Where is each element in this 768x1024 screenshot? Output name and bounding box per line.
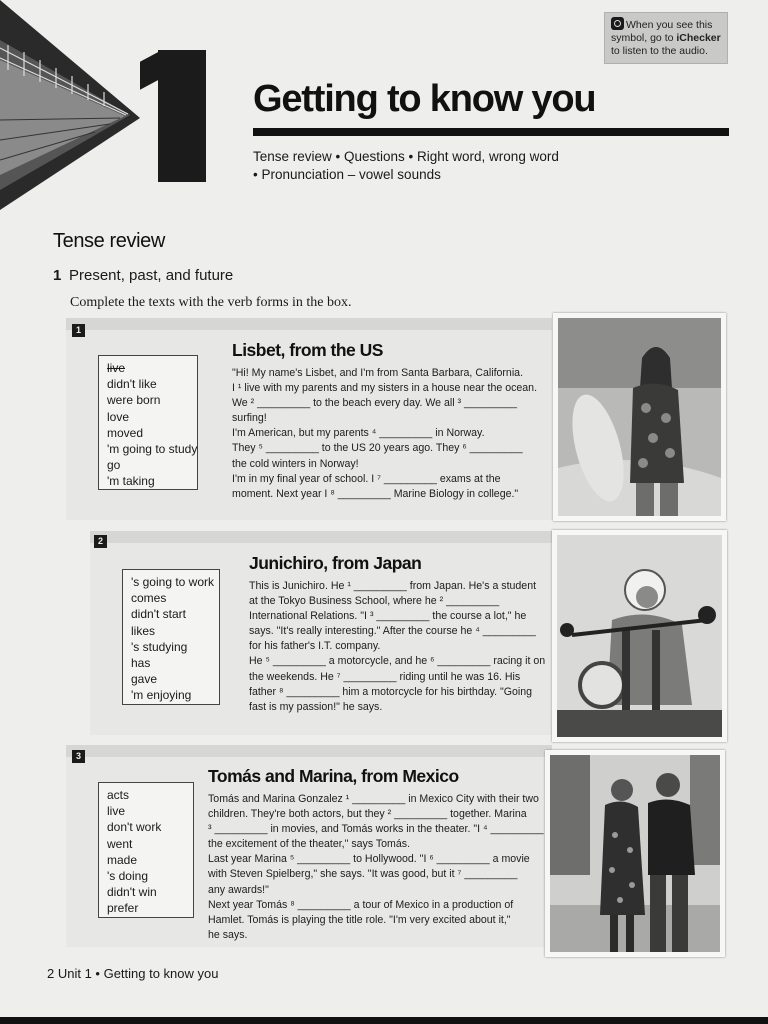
word-item: didn't start — [131, 607, 186, 622]
ichecker-note: When you see this symbol, go to iChecker to listen to the audio. — [604, 12, 728, 64]
word-item: likes — [131, 623, 156, 638]
word-item: 'm going to study — [107, 442, 198, 457]
unit-topics-line2: • Pronunciation – vowel sounds — [253, 167, 441, 182]
word-item: love — [107, 409, 130, 424]
exercise-number: 1 — [53, 267, 62, 284]
panel-3-text: Tomás and Marina Gonzalez ¹ _________ in Mexico City with their two children. They're both actors, but they ² _________ together. Marina ³ _________ in movies, and Tomás works in the theater. "I ⁴ _________ the excitement of the theater," says Tomás. Last year Marina ⁵ _________ to Hollywood. "I ⁶ _________ a movie with Steven Spielberg," she says. "It was good, but it ⁷ _________ any awards!" Next year Tomás ⁸ _________ a tour of Mexico in a production of Hamlet. Tomás is playing the title role. "I'm very excited about it," he says. — [208, 793, 544, 941]
word-item: 'm enjoying — [131, 688, 192, 703]
panel-2-title: Junichiro, from Japan — [249, 553, 422, 573]
word-item: prefer — [107, 901, 139, 916]
word-item: comes — [131, 591, 167, 606]
word-item: has — [131, 656, 151, 671]
word-item: 'm taking — [107, 474, 155, 489]
panel-2-band — [90, 531, 552, 543]
exercise-instruction: Complete the texts with the verb forms in the box. — [70, 295, 352, 310]
motorcycle-photo — [552, 530, 727, 742]
unit-number-graphic — [158, 50, 206, 182]
panel-1-number: 1 — [72, 324, 85, 337]
panel-2-number: 2 — [94, 535, 107, 548]
word-item: made — [107, 852, 138, 867]
panel-3-title: Tomás and Marina, from Mexico — [208, 766, 459, 786]
panel-3-band — [66, 745, 552, 757]
word-item: were born — [107, 393, 161, 408]
panel-1-text: "Hi! My name's Lisbet, and I'm from Santa Barbara, California. I ¹ live with my parents and my sisters in a house near the ocean. We ² _________ to the beach every day. We all ³ _________ surfing! I'm American, but my parents ⁴ _________ in Norway. They ⁵ _________ to the US 20 years ago. They ⁶ _________ the cold winters in Norway! I'm in my final year of school. I ⁷ _________ exams at the moment. Next year I ⁸ _________ Marine Biology in college." — [232, 367, 538, 500]
word-item: gave — [131, 672, 158, 687]
exercise-title: Present, past, and future — [69, 267, 234, 284]
couple-photo — [545, 750, 725, 957]
word-item: go — [107, 458, 121, 473]
panel-3-number: 3 — [72, 750, 85, 763]
page-footer: 2 Unit 1 • Getting to know you — [47, 966, 219, 981]
page-title: Getting to know you — [253, 78, 596, 120]
title-rule — [253, 128, 729, 136]
surfer-photo — [553, 313, 726, 521]
bridge-photo — [0, 0, 140, 210]
word-item: didn't win — [107, 885, 157, 900]
word-box-3 — [98, 782, 194, 918]
word-item: live — [107, 804, 126, 819]
panel-2-text: This is Junichiro. He ¹ _________ from Japan. He's a student at the Tokyo Business School, where he ² _________ International Relations. "I ³ _________ the course a lot," he says. "It's really interesting." After the course he ⁴ _________ for his father's I.T. company. He ⁵ _________ a motorcycle, and he ⁶ _________ racing it on the weekends. He ⁷ _________ riding until he was 16. His father ⁸ _________ him a motorcycle for his birthday. "Going fast is my passion!" he says. — [249, 580, 546, 713]
word-item: acts — [107, 788, 130, 802]
panel-1-title: Lisbet, from the US — [232, 340, 383, 360]
bottom-edge — [0, 1017, 768, 1024]
word-item: didn't like — [107, 377, 157, 392]
section-title: Tense review — [53, 230, 165, 252]
word-item: live — [107, 361, 126, 375]
word-item: don't work — [107, 820, 162, 835]
unit-topics-line1: Tense review • Questions • Right word, wrong word — [253, 149, 559, 164]
audio-icon — [611, 17, 624, 30]
word-item: 's going to work — [131, 575, 214, 589]
word-box-1 — [98, 355, 198, 490]
word-item: 's studying — [131, 639, 188, 654]
word-item: moved — [107, 425, 144, 440]
word-item: went — [107, 836, 133, 851]
word-box-2 — [122, 569, 220, 705]
panel-1-band — [66, 318, 552, 330]
word-item: 's doing — [107, 869, 148, 884]
